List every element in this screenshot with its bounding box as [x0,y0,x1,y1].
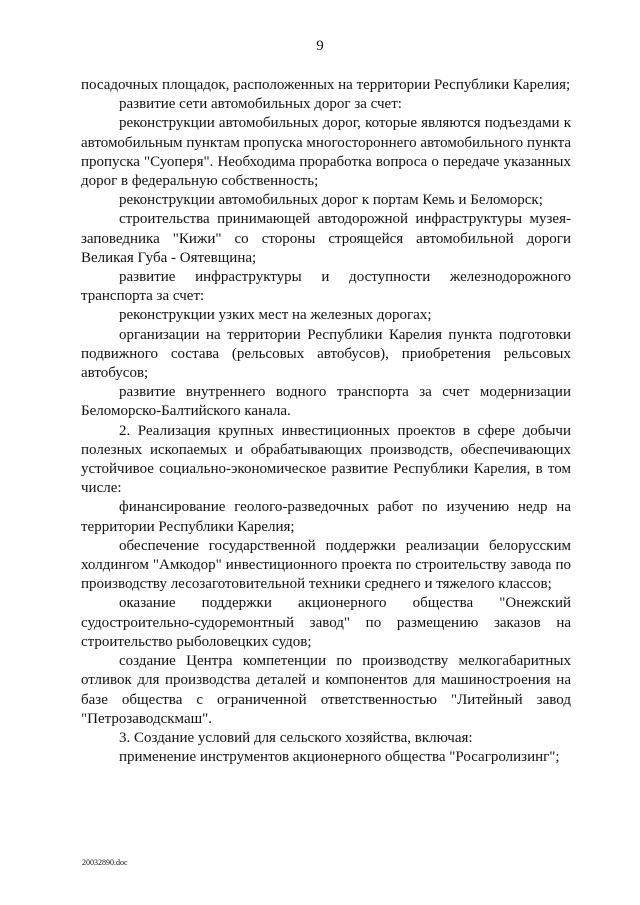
paragraph: организации на территории Республики Карелия пункта подготовки подвижного состава (рельсовых автобусов), приобретения рельсовых автобусов; [81,326,571,382]
paragraph: оказание поддержки акционерного общества "Онежский судостроительно-судоремонтный завод" по размещению заказов на строительство рыболовецких судов; [81,595,571,650]
paragraph: посадочных площадок, расположенных на территории Республики Карелия; [81,77,571,93]
document-body [81,76,571,767]
paragraph: 3. Создание условий для сельского хозяйства, включая: [119,729,473,746]
paragraph: обеспечение государственной поддержки реализации белорусским холдингом "Амкодор" инвестиционного проекта по строительству завода по производству лесозаготовительной техники среднего и тяжелого классов; [81,537,571,593]
footer-file-code: 20032890.doc [82,858,128,867]
paragraph: развитие сети автомобильных дорог за счет: [119,96,402,113]
paragraph: развитие инфраструктуры и доступности железнодорожного транспорта за счет: [81,269,571,305]
paragraph: реконструкции автомобильных дорог, которые являются подъездами к автомобильным пунктам пропуска многостороннего автомобильного пункта пропуска "Суоперя". Необходима проработка вопроса о передаче указанных дорог в федеральную собственность; [81,115,571,190]
paragraph: финансирование геолого-разведочных работ по изучению недр на территории Республики Карелия; [81,499,571,535]
paragraph: создание Центра компетенции по производству мелкогабаритных отливок для производства деталей и компонентов для машиностроения на базе общества с ограниченной ответственностью "Литейный завод "Петрозаводскмаш". [81,653,571,727]
paragraph: развитие внутреннего водного транспорта за счет модернизации Беломорско-Балтийского канала. [81,384,571,420]
paragraph: применение инструментов акционерного общества "Росагролизинг"; [119,749,560,766]
paragraph: реконструкции узких мест на железных дорогах; [119,307,432,324]
paragraph: 2. Реализация крупных инвестиционных проектов в сфере добычи полезных ископаемых и обрабатывающих производств, обеспечивающих устойчивое социально-экономическое развитие Республики Карелия, в том числе: [81,422,571,497]
page-number: 9 [316,38,324,54]
paragraph: строительства принимающей автодорожной инфраструктуры музея-заповедника "Кижи" со стороны строящейся автомобильной дороги Великая Губа - Оятевщина; [81,211,571,266]
paragraph: реконструкции автомобильных дорог к портам Кемь и Беломорск; [119,192,543,209]
